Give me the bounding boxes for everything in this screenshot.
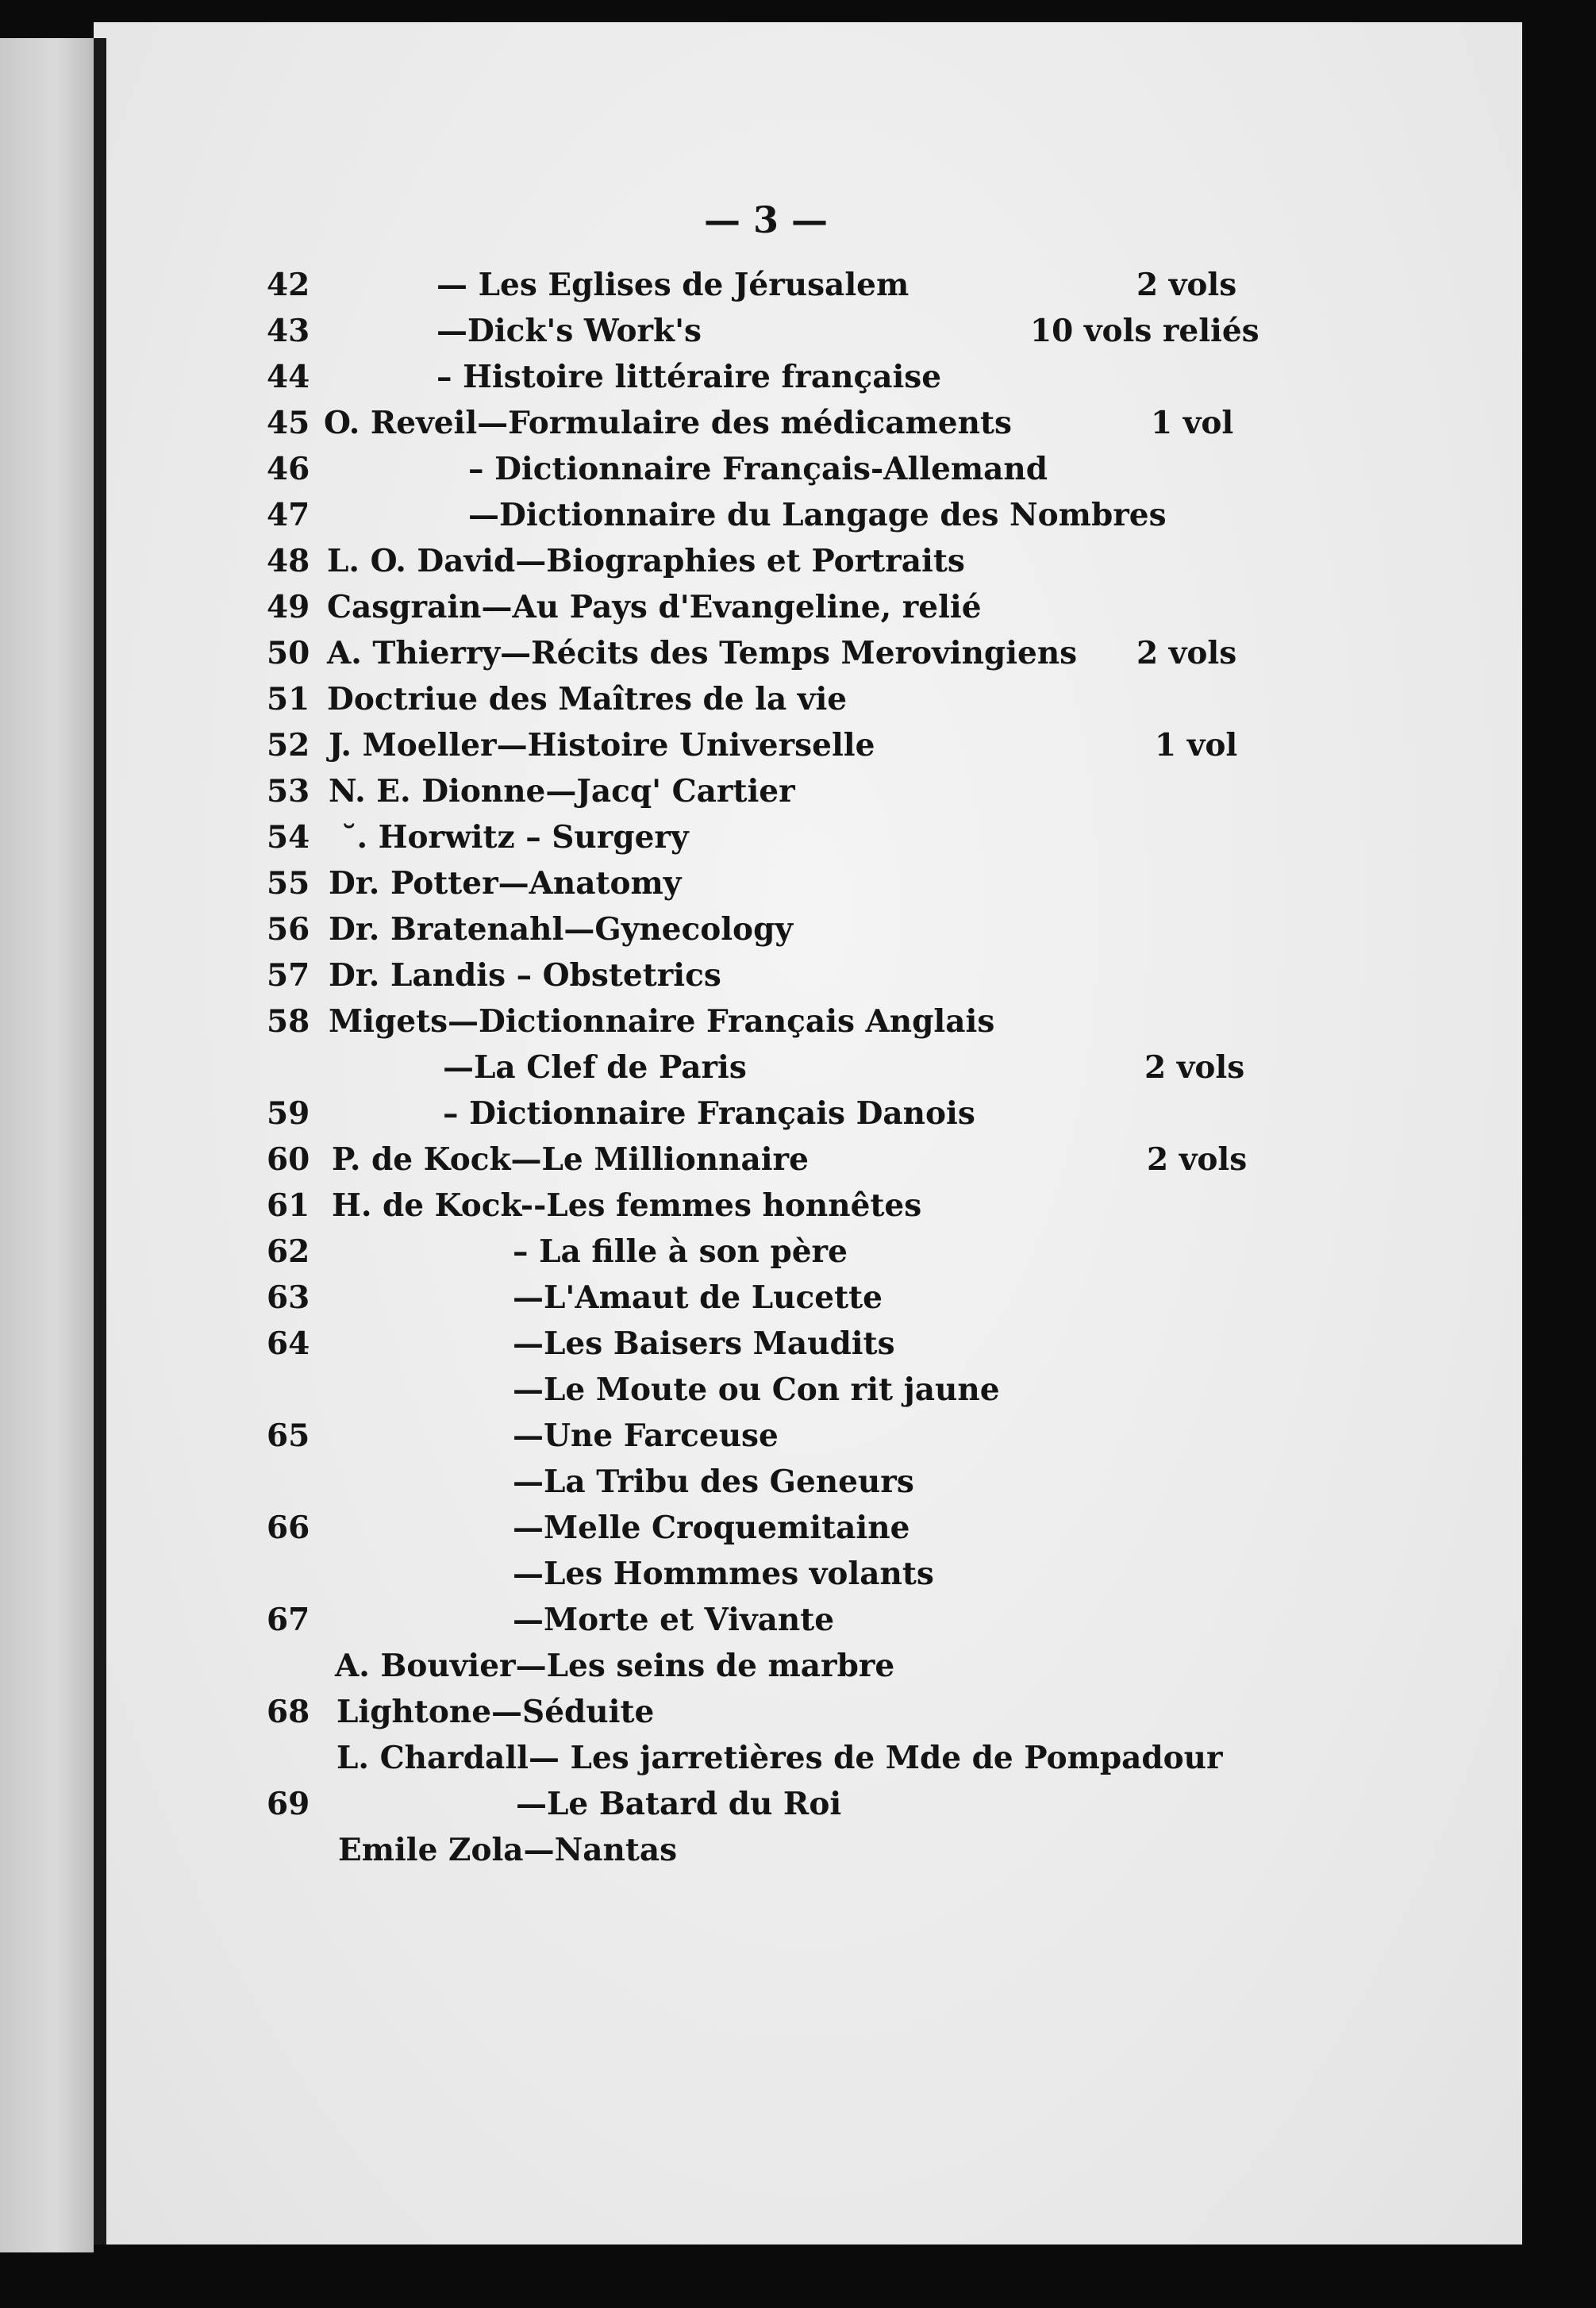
catalogue-entry (0, 1827, 1596, 1873)
entry-title: —L'Amaut de Lucette (513, 1279, 883, 1316)
entry-number: 62 (267, 1233, 310, 1270)
catalogue-entry (0, 1413, 1596, 1459)
entry-volumes: 1 vol (1151, 405, 1234, 441)
entry-number: 50 (267, 635, 310, 671)
entry-number: 60 (267, 1141, 310, 1178)
entry-number: 56 (267, 911, 310, 948)
entry-number: 45 (267, 405, 310, 441)
entry-title: Doctriue des Maîtres de la vie (327, 681, 848, 717)
entry-number: 52 (267, 727, 310, 764)
entry-title: —Dictionnaire du Langage des Nombres (468, 497, 1167, 533)
catalogue-entry (0, 1229, 1596, 1275)
entry-number: 47 (267, 497, 310, 533)
catalogue-entry (0, 1044, 1596, 1091)
entry-volumes: 2 vols (1136, 635, 1237, 671)
catalogue-entry (0, 308, 1596, 354)
entry-title: – La fille à son père (513, 1233, 848, 1270)
entry-title: L. Chardall— Les jarretières de Mde de Pompadour (337, 1740, 1223, 1776)
catalogue-entry (0, 998, 1596, 1044)
catalogue-entry (0, 354, 1596, 400)
catalogue-entry (0, 1505, 1596, 1551)
catalogue-entry (0, 768, 1596, 814)
entry-number: 57 (267, 957, 310, 994)
entry-number: 69 (267, 1786, 310, 1822)
entry-title: Dr. Potter—Anatomy (329, 865, 682, 902)
catalogue-entry (0, 1275, 1596, 1321)
entry-title: P. de Kock—Le Millionnaire (332, 1141, 809, 1178)
entry-title: Dr. Landis – Obstetrics (329, 957, 721, 994)
catalogue-entry (0, 1459, 1596, 1505)
entry-title: A. Bouvier—Les seins de marbre (335, 1648, 895, 1684)
catalogue-entry (0, 262, 1596, 308)
entry-title: – Histoire littéraire française (436, 359, 942, 395)
catalogue-entry (0, 860, 1596, 906)
entry-title: N. E. Dionne—Jacq' Cartier (329, 773, 795, 810)
entry-title: —La Clef de Paris (443, 1049, 747, 1086)
catalogue-entry (0, 630, 1596, 676)
entry-title: —Melle Croquemitaine (513, 1510, 910, 1546)
catalogue-entry (0, 1735, 1596, 1781)
entry-volumes: 2 vols (1136, 267, 1237, 303)
entry-volumes: 2 vols (1144, 1049, 1245, 1086)
entry-title: —Morte et Vivante (513, 1602, 835, 1638)
entry-number: 66 (267, 1510, 310, 1546)
entry-title: —Dick's Work's (436, 313, 702, 349)
catalogue-entry (0, 906, 1596, 952)
entry-number: 51 (267, 681, 310, 717)
entry-title: J. Moeller—Histoire Universelle (329, 727, 875, 764)
entry-number: 49 (267, 589, 310, 625)
catalogue-entry (0, 952, 1596, 998)
entry-number: 54 (267, 819, 310, 856)
entry-volumes: 10 vols reliés (1030, 313, 1259, 349)
catalogue-entry (0, 814, 1596, 860)
catalogue-entry (0, 1597, 1596, 1643)
entry-title: —Le Batard du Roi (516, 1786, 842, 1822)
entry-number: 42 (267, 267, 310, 303)
entry-title: L. O. David—Biographies et Portraits (327, 543, 965, 579)
catalogue-entry (0, 1183, 1596, 1229)
entry-title: – Dictionnaire Français-Allemand (468, 451, 1048, 487)
entry-number: 65 (267, 1417, 310, 1454)
entry-title: —Les Hommmes volants (513, 1556, 934, 1592)
catalogue-entry (0, 1551, 1596, 1597)
entry-title: —La Tribu des Geneurs (513, 1464, 914, 1500)
entry-title: – Dictionnaire Français Danois (443, 1095, 975, 1132)
catalogue-entry (0, 400, 1596, 446)
entry-number: 44 (267, 359, 310, 395)
entry-title: Dr. Bratenahl—Gynecology (329, 911, 793, 948)
entry-number: 63 (267, 1279, 310, 1316)
catalogue-entry (0, 1367, 1596, 1413)
catalogue-entry (0, 1091, 1596, 1137)
entry-number: 59 (267, 1095, 310, 1132)
entry-volumes: 2 vols (1147, 1141, 1248, 1178)
catalogue-entry (0, 492, 1596, 538)
entry-number: 53 (267, 773, 310, 810)
entry-number: 68 (267, 1694, 310, 1730)
catalogue-entry (0, 584, 1596, 630)
entry-number: 64 (267, 1325, 310, 1362)
entry-title: Migets—Dictionnaire Français Anglais (329, 1003, 995, 1040)
catalogue-entry (0, 1137, 1596, 1183)
entry-volumes: 1 vol (1155, 727, 1238, 764)
entry-title: ˘. Horwitz – Surgery (341, 819, 689, 856)
entry-title: A. Thierry—Récits des Temps Merovingiens (327, 635, 1078, 671)
entry-number: 46 (267, 451, 310, 487)
page-number: — 3 — (703, 198, 829, 241)
catalogue-entry (0, 1321, 1596, 1367)
entry-number: 43 (267, 313, 310, 349)
entry-title: Casgrain—Au Pays d'Evangeline, relié (327, 589, 982, 625)
entry-title: — Les Eglises de Jérusalem (436, 267, 910, 303)
catalogue-list (0, 262, 1596, 1873)
entry-title: —Une Farceuse (513, 1417, 779, 1454)
catalogue-entry (0, 722, 1596, 768)
entry-title: Emile Zola—Nantas (338, 1832, 678, 1868)
entry-title: O. Reveil—Formulaire des médicaments (324, 405, 1012, 441)
entry-title: —Les Baisers Maudits (513, 1325, 895, 1362)
entry-title: —Le Moute ou Con rit jaune (513, 1371, 1000, 1408)
entry-number: 48 (267, 543, 310, 579)
catalogue-entry (0, 1643, 1596, 1689)
entry-title: Lightone—Séduite (337, 1694, 655, 1730)
catalogue-entry (0, 1781, 1596, 1827)
catalogue-entry (0, 1689, 1596, 1735)
entry-number: 67 (267, 1602, 310, 1638)
entry-title: H. de Kock--Les femmes honnêtes (332, 1187, 922, 1224)
entry-number: 58 (267, 1003, 310, 1040)
catalogue-entry (0, 538, 1596, 584)
entry-number: 55 (267, 865, 310, 902)
catalogue-entry (0, 446, 1596, 492)
catalogue-entry (0, 676, 1596, 722)
entry-number: 61 (267, 1187, 310, 1224)
